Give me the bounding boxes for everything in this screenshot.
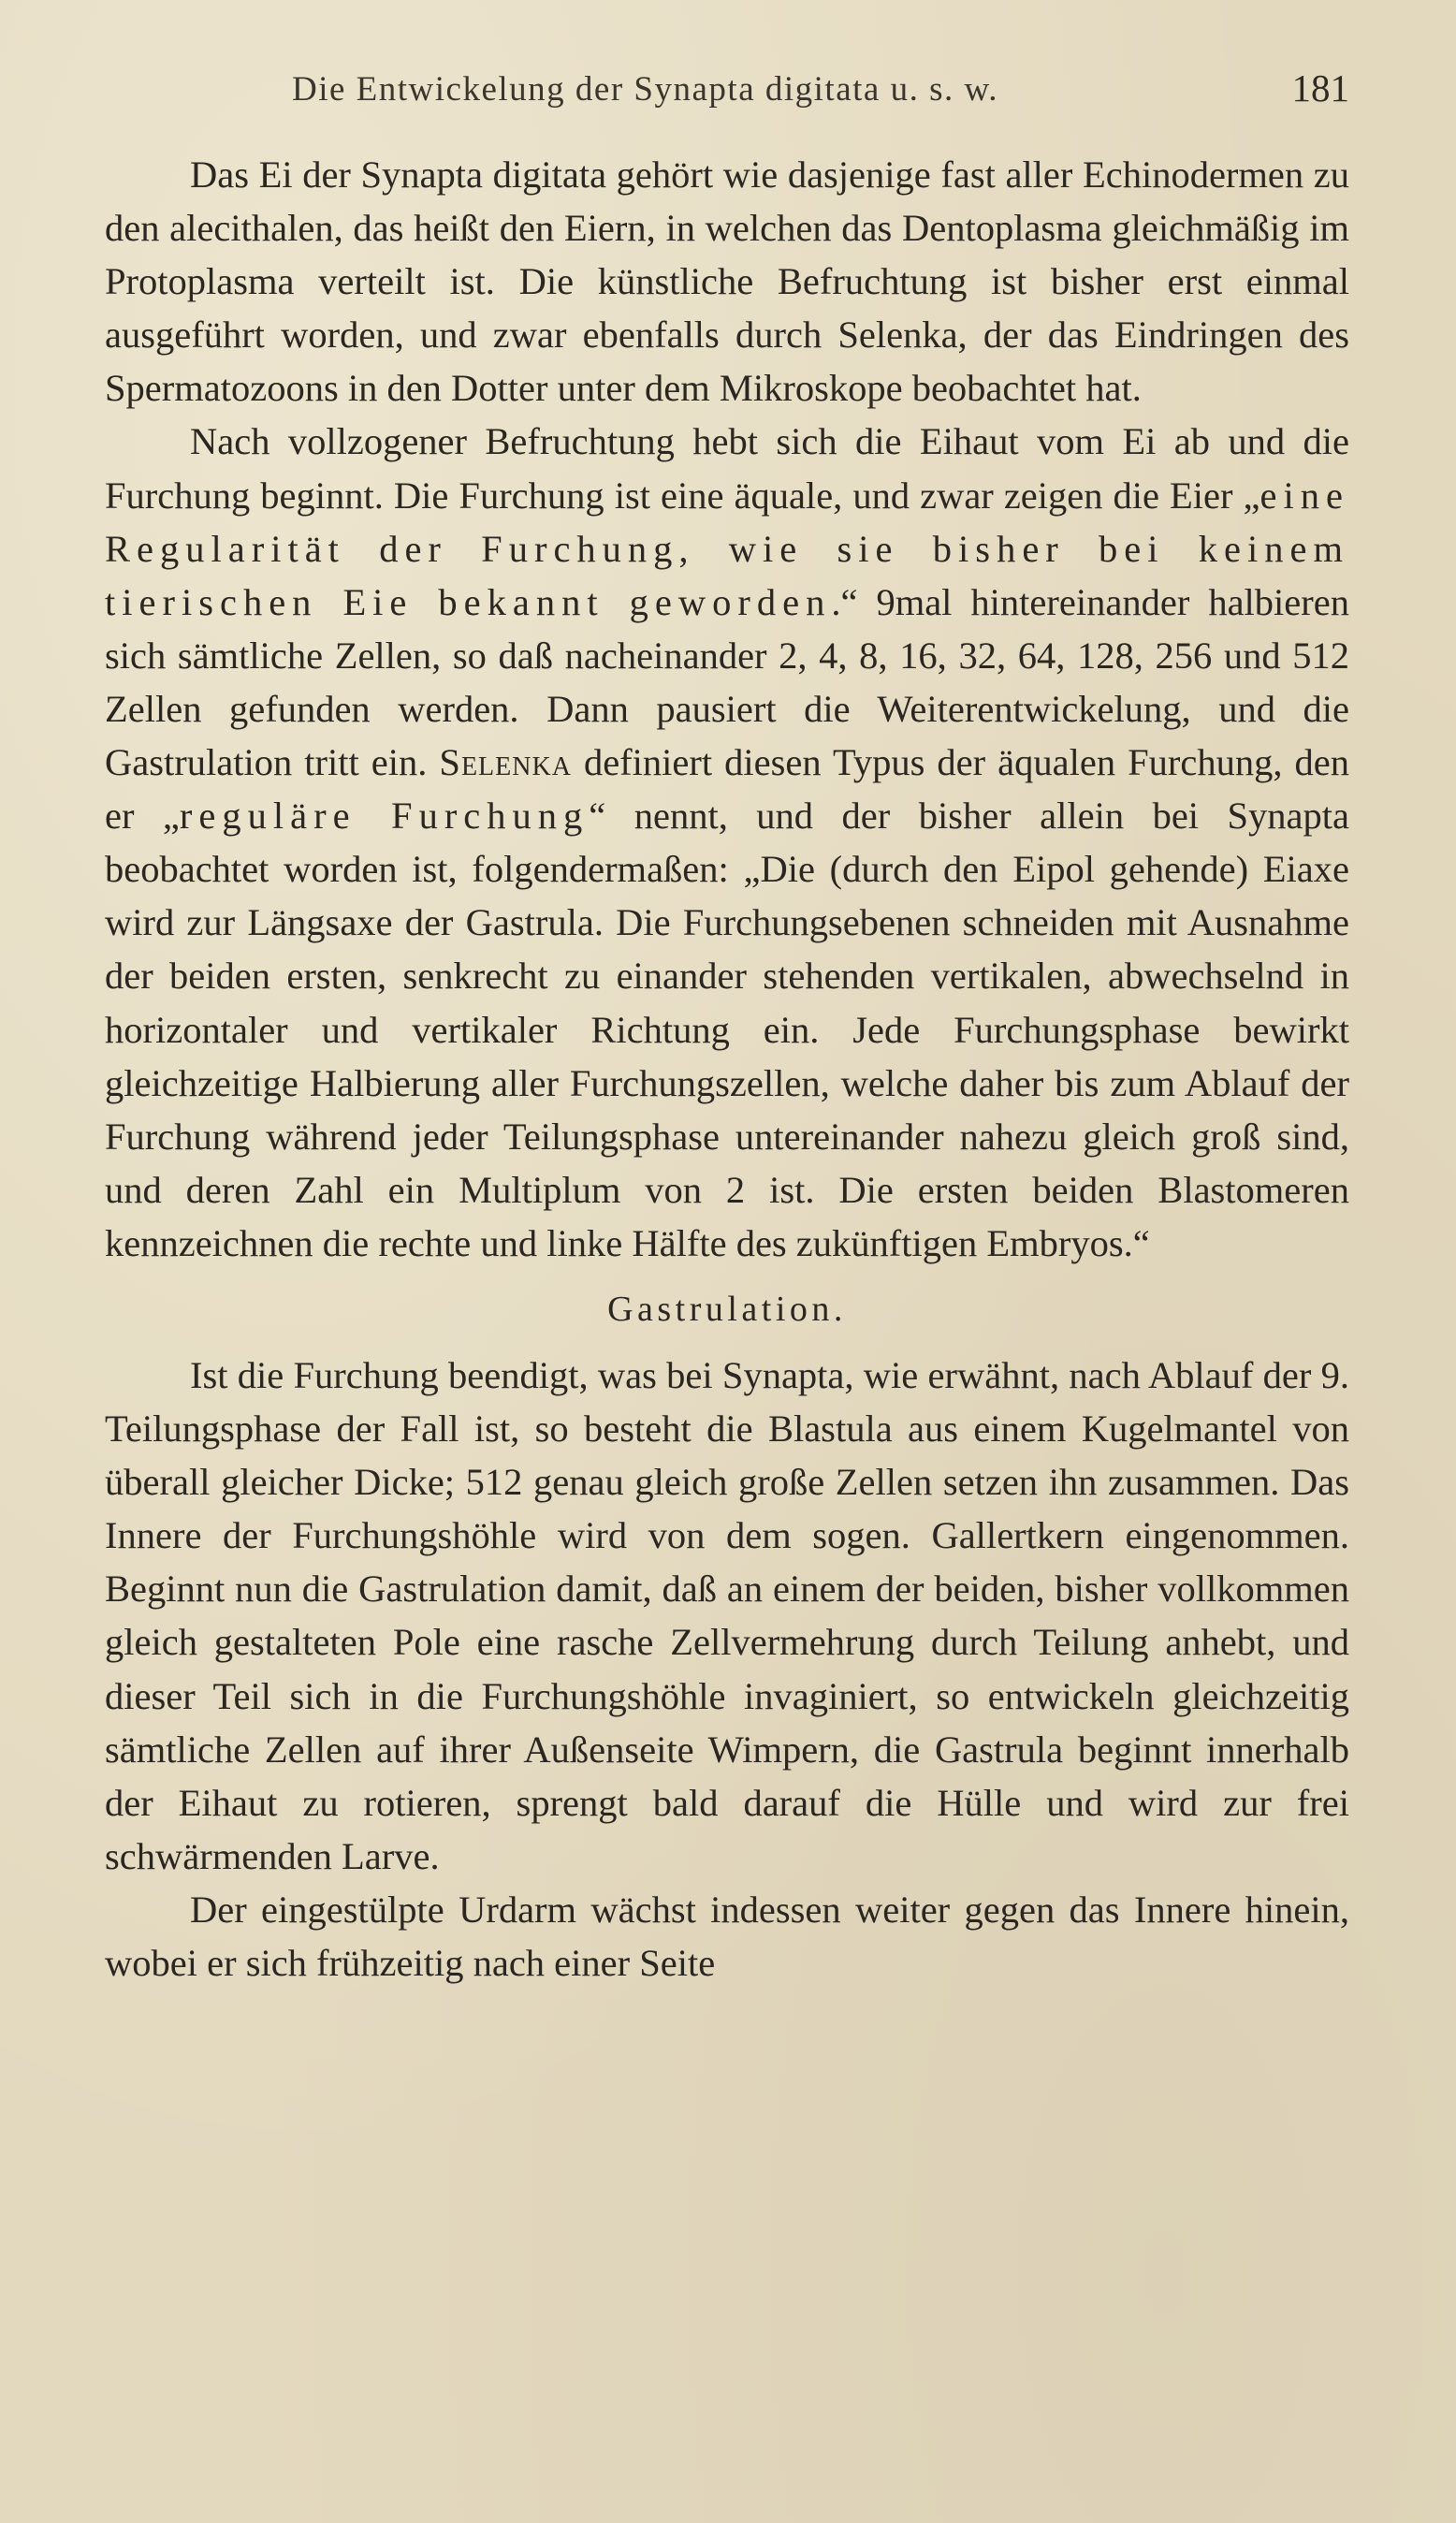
paragraph-egg-type: Das Ei der Synapta digitata gehört wie dasjenige fast aller Echinodermen zu den alecithalen, das heißt den Eiern, in welchen das Dentoplasma gleichmäßig im Protoplasma verteilt ist. Die künstliche Befruchtung ist bisher erst einmal ausgeführt worden, und zwar ebenfalls durch Selenka, der das Eindringen des Spermatozoons in den Dotter unter dem Mikroskope beobachtet hat.	[105, 153, 1349, 410]
paragraph-gastrulation: Ist die Furchung beendigt, was bei Synapta, wie erwähnt, nach Ablauf der 9. Teilungsphase der Fall ist, so besteht die Blastula aus einem Kugelmantel von überall gleicher Dicke; 512 genau gleich große Zellen setzen ihn zusammen. Das Innere der Furchungshöhle wird von dem sogen. Gallertkern eingenommen. Beginnt nun die Gastrulation damit, daß an einem der beiden, bisher vollkommen gleich gestalteten Pole eine rasche Zellvermehrung durch Teilung anhebt, und dieser Teil sich in die Furchungshöhle invaginiert, so entwickeln gleichzeitig sämtliche Zellen auf ihrer Außenseite Wimpern, die Gastrula beginnt innerhalb der Eihaut zu rotieren, sprengt bald darauf die Hülle und wird zur frei schwärmenden Larve.	[105, 1353, 1349, 1877]
running-title: Die Entwickelung der Synapta digitata u. s. w.	[292, 70, 999, 109]
emphasis-regularity-quote: eine Regularität der Furchung, wie sie bisher bei keinem tierischen Eie bekannt geworden	[105, 474, 1349, 623]
paragraph-archenteron: Der eingestülpte Urdarm wächst indessen weiter gegen das Innere hinein, wobei er sich frühzeitig nach einer Seite	[105, 1888, 1349, 1984]
paragraph-cleavage	[105, 415, 1349, 1270]
section-heading-gastrulation: Gastrulation.	[607, 1289, 847, 1329]
page-header	[105, 66, 1349, 122]
page-number: 181	[1291, 66, 1349, 109]
author-name-selenka: Selenka	[439, 741, 572, 784]
paragraph-cleavage-text-a: Nach vollzogener Befruchtung hebt sich die Eihaut vom Ei ab und die Furchung beginnt. Die Furchung ist eine äquale, und zwar zeigen die Eier „	[105, 420, 1349, 517]
emphasis-regular-cleavage: reguläre Furchung	[179, 795, 590, 838]
paragraph-cleavage-text-c: definiert diesen Typus der äqualen Furchung, den er „	[105, 741, 1349, 838]
body-text	[105, 148, 1349, 1990]
paragraph-cleavage-text-d: “ nennt, und der bisher allein bei Synapta beobachtet worden ist, folgendermaßen: „Die (durch den Eipol gehende) Eiaxe wird zur Längsaxe der Gastrula. Die Furchungsebenen schneiden mit Ausnahme der beiden ersten, senkrecht zu einander stehenden vertikalen, abwechselnd in horizontaler und vertikaler Richtung ein. Jede Furchungsphase bewirkt gleichzeitige Halbierung aller Furchungszellen, welche daher bis zum Ablauf der Furchung während jeder Teilungsphase untereinander nahezu gleich groß sind, und deren Zahl ein Multiplum von 2 ist. Die ersten beiden Blastomeren kennzeichnen die rechte und linke Hälfte des zukünftigen Embryos.“	[105, 795, 1349, 1264]
paragraph-cleavage-text-b: .“ 9mal hintereinander halbieren sich sämtliche Zellen, so daß nacheinander 2, 4, 8, 16, 32, 64, 128, 256 und 512 Zellen gefunden werden. Dann pausiert die Weiterentwickelung, und die Gastrulation tritt ein.	[105, 580, 1349, 784]
